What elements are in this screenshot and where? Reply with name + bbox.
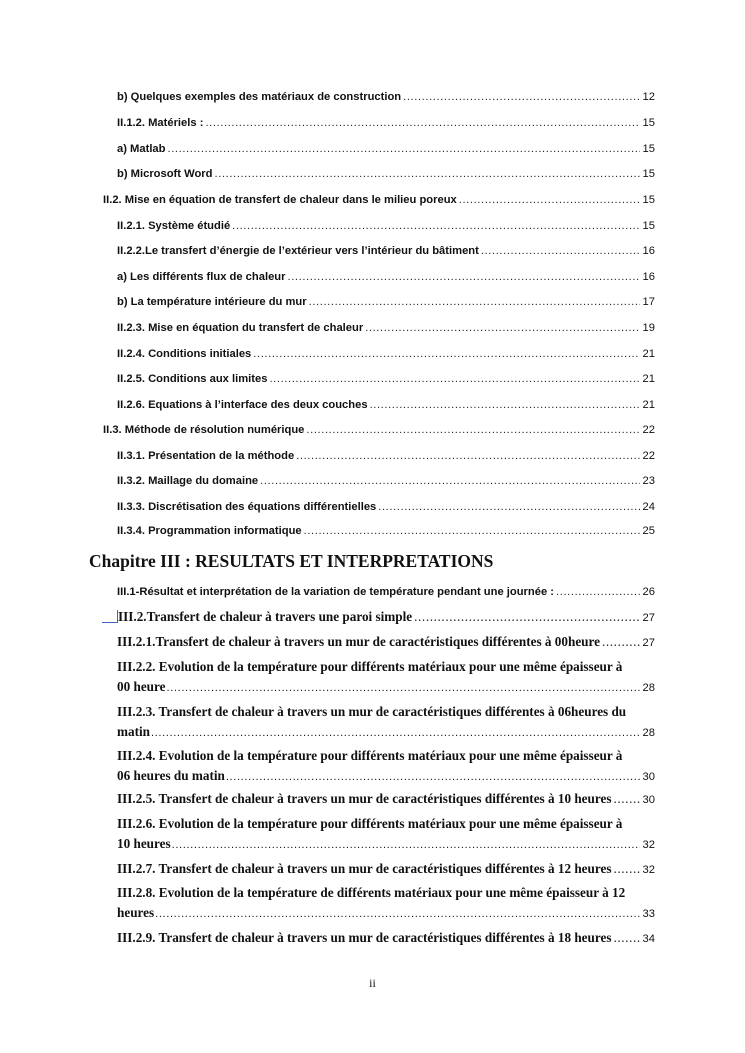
toc-entry-label: II.3. Méthode de résolution numérique (103, 424, 305, 436)
toc-entry[interactable] (117, 90, 655, 104)
toc-entry[interactable] (117, 657, 655, 698)
toc-entry-label: II.2.4. Conditions initiales (117, 348, 252, 360)
toc-page-number: 30 (642, 794, 655, 806)
toc-page-number: 21 (642, 348, 655, 360)
dot-leader (287, 270, 639, 284)
toc-entry-label: III.2.9. Transfert de chaleur à travers un mur de caractéristiques différentes à 18 heures (117, 930, 612, 945)
toc-page-number: 30 (642, 771, 655, 783)
toc-entry[interactable] (117, 219, 655, 233)
dot-leader (172, 835, 640, 855)
toc-page-number: 22 (642, 424, 655, 436)
toc-page-number: 15 (642, 168, 655, 180)
toc-page-number: 26 (642, 586, 655, 598)
dot-leader (365, 321, 639, 335)
toc-entry-label: III.2.1.Transfert de chaleur à travers un mur de caractéristiques différentes à 00heure (117, 634, 600, 649)
dot-leader (613, 791, 639, 807)
toc-entry[interactable] (117, 321, 655, 335)
toc-entry-label: II.2.3. Mise en équation du transfert de chaleur (117, 322, 364, 334)
toc-page-number: 16 (642, 245, 655, 257)
toc-entry-label: a) Matlab (117, 143, 166, 155)
toc-entry-label: II.3.4. Programmation informatique (117, 525, 302, 537)
toc-page-number: 28 (642, 682, 655, 694)
dot-leader (370, 398, 640, 412)
toc-entry[interactable] (117, 449, 655, 463)
toc-entry-label: III.2.4. Evolution de la température pour différents matériaux pour une même épaisseur à (117, 748, 623, 763)
toc-page-number: 28 (642, 727, 655, 739)
toc-entry-label-continued: heures (117, 905, 155, 920)
edit-marker (102, 622, 118, 623)
dot-leader (232, 219, 639, 233)
toc-page-number: 12 (642, 91, 655, 103)
toc-entry-label: b) La température intérieure du mur (117, 296, 307, 308)
toc-page-number: 21 (642, 399, 655, 411)
toc-entry-label-continued: 00 heure (117, 679, 166, 694)
dot-leader (215, 167, 640, 181)
toc-page-number: 21 (642, 373, 655, 385)
toc-page-number: 22 (642, 450, 655, 462)
toc-entry-label: II.2. Mise en équation de transfert de chaleur dans le milieu poreux (103, 194, 457, 206)
toc-entry[interactable] (118, 609, 655, 626)
toc-entry-label: a) Les différents flux de chaleur (117, 271, 286, 283)
toc-page-number: 33 (642, 908, 655, 920)
toc-page-number: 15 (642, 194, 655, 206)
toc-page-number: 15 (642, 220, 655, 232)
dot-leader (253, 347, 639, 361)
dot-leader (403, 90, 639, 104)
toc-entry-label: II.3.1. Présentation de la méthode (117, 450, 295, 462)
toc-entry[interactable] (117, 474, 655, 488)
dot-leader (296, 449, 639, 463)
dot-leader (556, 585, 640, 599)
toc-entry[interactable] (117, 634, 655, 651)
toc-entry[interactable] (103, 423, 655, 437)
toc-entry[interactable] (117, 702, 655, 743)
toc-entry[interactable] (117, 500, 655, 514)
toc-entry-label: b) Quelques exemples des matériaux de construction (117, 91, 402, 103)
toc-entry-label: III.2.6. Evolution de la température pour différents matériaux pour une même épaisseur à (117, 816, 623, 831)
toc-page-number: 25 (642, 525, 655, 537)
toc-entry-label: II.3.2. Maillage du domaine (117, 475, 259, 487)
dot-leader (613, 861, 639, 877)
dot-leader (269, 372, 639, 386)
toc-page-number: 27 (642, 612, 655, 624)
toc-entry-label: II.3.3. Discrétisation des équations différentielles (117, 501, 377, 513)
toc-page-number: 32 (642, 839, 655, 851)
toc-page-number: 19 (642, 322, 655, 334)
toc-entry-label: III.2.3. Transfert de chaleur à travers un mur de caractéristiques différentes à 06heures du (117, 704, 627, 719)
toc-entry-label: II.2.1. Système étudié (117, 220, 231, 232)
toc-entry-label: II.2.5. Conditions aux limites (117, 373, 268, 385)
toc-page-number: 34 (642, 933, 655, 945)
toc-entry[interactable] (117, 167, 655, 181)
toc-entry[interactable] (117, 116, 655, 130)
toc-entry-label-continued: 06 heures du matin (117, 768, 225, 783)
toc-entry[interactable] (117, 930, 655, 947)
dot-leader (481, 244, 640, 258)
toc-entry-label-continued: matin (117, 724, 150, 739)
toc-entry-label: III.2.Transfert de chaleur à travers une paroi simple (118, 609, 413, 624)
toc-entry-label: II.1.2. Matériels : (117, 117, 204, 129)
toc-entry-label: III.2.7. Transfert de chaleur à travers un mur de caractéristiques différentes à 12 heures (117, 861, 612, 876)
toc-entry[interactable] (117, 244, 655, 258)
toc-page-number: 27 (642, 637, 655, 649)
toc-entry[interactable] (117, 295, 655, 309)
toc-page-number: 23 (642, 475, 655, 487)
dot-leader (602, 634, 640, 650)
toc-entry[interactable] (117, 861, 655, 878)
dot-leader (414, 609, 639, 625)
toc-entry-label: III.2.2. Evolution de la température pour différents matériaux pour une même épaisseur à (117, 659, 623, 674)
dot-leader (151, 723, 640, 743)
toc-page-number: 16 (642, 271, 655, 283)
toc-entry[interactable] (117, 746, 655, 787)
toc-entry[interactable] (117, 883, 655, 924)
toc-entry-label: III.2.5. Transfert de chaleur à travers un mur de caractéristiques différentes à 10 heures (117, 791, 612, 806)
dot-leader (166, 678, 639, 698)
dot-leader (378, 500, 639, 514)
dot-leader (613, 930, 639, 946)
toc-page-number: 15 (642, 143, 655, 155)
toc-entry[interactable] (117, 270, 655, 284)
toc-entry[interactable] (103, 193, 655, 207)
toc-entry[interactable] (117, 791, 655, 808)
dot-leader (155, 904, 639, 924)
toc-page-number: 24 (642, 501, 655, 513)
toc-entry-label: III.1-Résultat et interprétation de la variation de température pendant une journée : (117, 586, 555, 598)
page-number-footer: ii (369, 976, 376, 990)
chapter-heading[interactable]: Chapitre III : RESULTATS ET INTERPRETATIONS (89, 551, 494, 571)
toc-page-number: 15 (642, 117, 655, 129)
dot-leader (168, 142, 640, 156)
toc-page-number: 32 (642, 864, 655, 876)
toc-entry-label: b) Microsoft Word (117, 168, 213, 180)
toc-entry[interactable] (117, 398, 655, 412)
toc-entry[interactable] (117, 372, 655, 386)
toc-entry[interactable] (117, 814, 655, 855)
toc-page-number: 17 (642, 296, 655, 308)
toc-entry-label: II.2.6. Equations à l’interface des deux couches (117, 399, 368, 411)
dot-leader (459, 193, 640, 207)
dot-leader (306, 423, 639, 437)
toc-entry-label: III.2.8. Evolution de la température de différents matériaux pour une même épaisseur à 12 (117, 885, 626, 900)
toc-entry[interactable] (117, 347, 655, 361)
toc-entry[interactable] (117, 585, 655, 599)
toc-entry[interactable] (117, 524, 655, 538)
toc-entry-label: II.2.2.Le transfert d’énergie de l’extérieur vers l’intérieur du bâtiment (117, 245, 479, 257)
dot-leader (260, 474, 639, 488)
toc-entry-label-continued: 10 heures (117, 836, 171, 851)
dot-leader (304, 524, 640, 538)
dot-leader (226, 767, 640, 787)
dot-leader (205, 116, 639, 130)
toc-entry[interactable] (117, 142, 655, 156)
dot-leader (309, 295, 640, 309)
